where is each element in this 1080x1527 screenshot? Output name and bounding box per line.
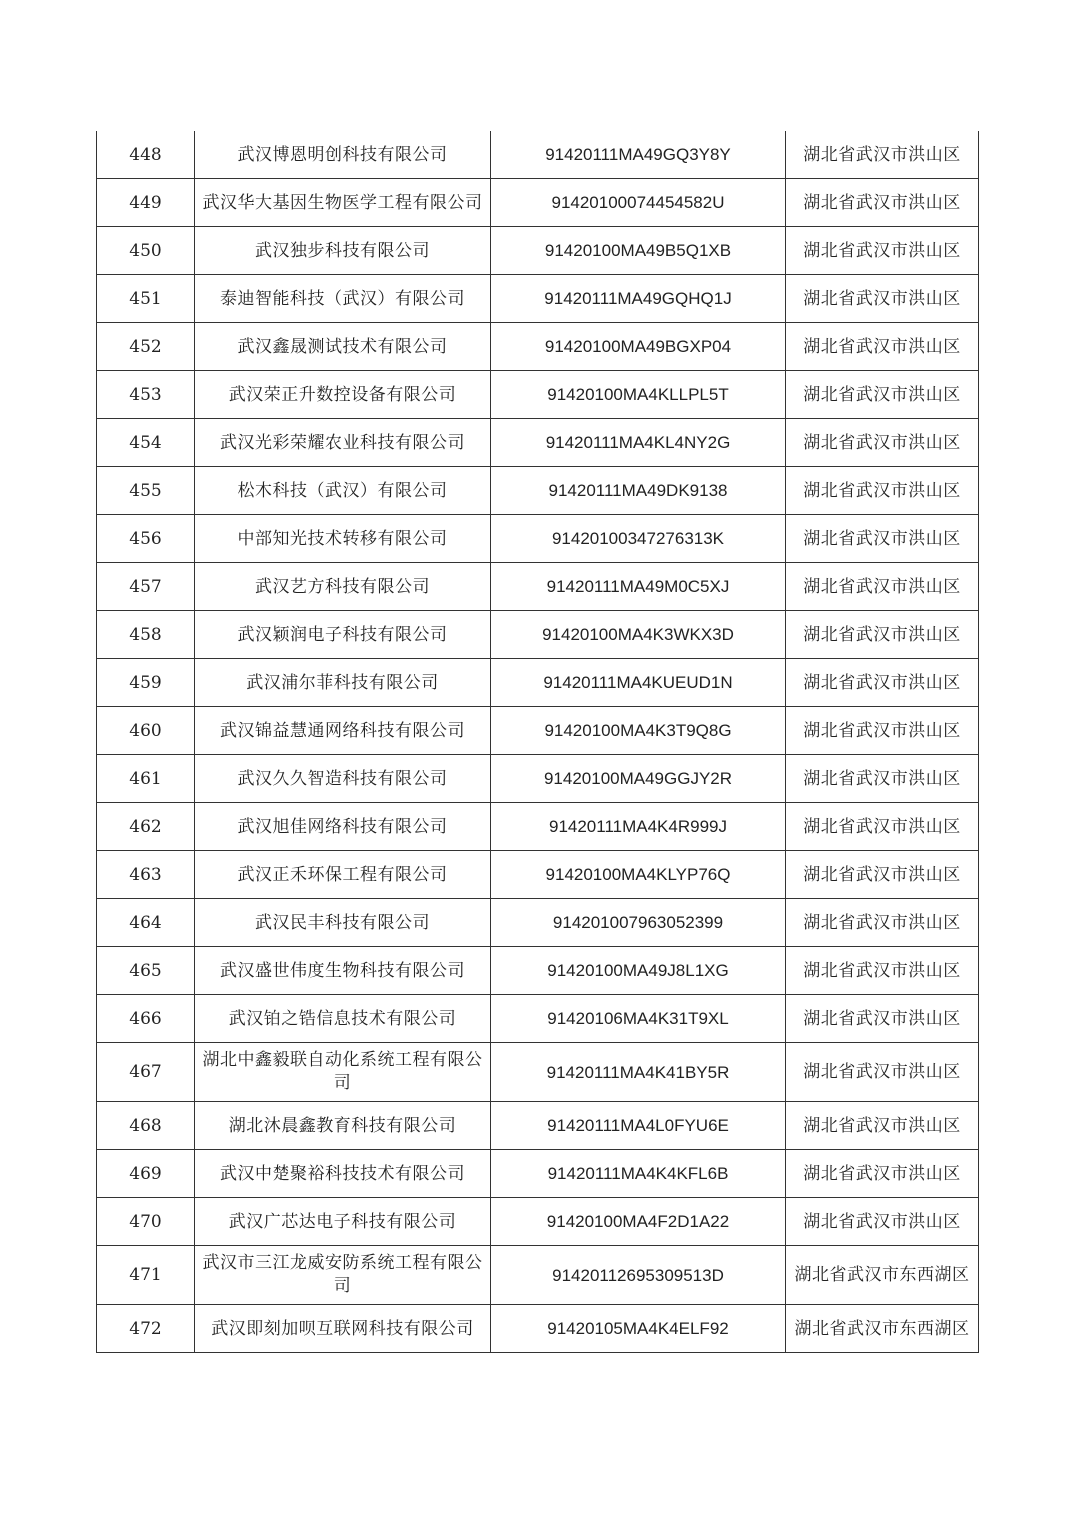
row-number: 454 [97,419,195,467]
credit-code: 91420111MA49DK9138 [491,467,786,515]
table-row [97,707,979,755]
company-table [96,131,979,1353]
company-name: 武汉鑫晟测试技术有限公司 [195,323,491,371]
company-name: 武汉即刻加呗互联网科技有限公司 [195,1305,491,1353]
credit-code: 91420100MA49BGXP04 [491,323,786,371]
region: 湖北省武汉市洪山区 [786,275,979,323]
table-row [97,1150,979,1198]
row-number: 457 [97,563,195,611]
credit-code: 91420105MA4K4ELF92 [491,1305,786,1353]
credit-code: 91420100MA49J8L1XG [491,947,786,995]
company-name: 湖北中鑫毅联自动化系统工程有限公司 [195,1043,491,1102]
table-row [97,899,979,947]
region: 湖北省武汉市洪山区 [786,947,979,995]
table-row [97,851,979,899]
company-name: 武汉光彩荣耀农业科技有限公司 [195,419,491,467]
region: 湖北省武汉市洪山区 [786,1043,979,1102]
region: 湖北省武汉市洪山区 [786,899,979,947]
region: 湖北省武汉市洪山区 [786,611,979,659]
table-row [97,1246,979,1305]
company-name: 武汉广芯达电子科技有限公司 [195,1198,491,1246]
company-name: 武汉久久智造科技有限公司 [195,755,491,803]
row-number: 449 [97,179,195,227]
credit-code: 91420100347276313K [491,515,786,563]
credit-code: 91420100MA49GGJY2R [491,755,786,803]
company-name: 武汉盛世伟度生物科技有限公司 [195,947,491,995]
company-name: 武汉旭佳网络科技有限公司 [195,803,491,851]
credit-code: 91420111MA4KL4NY2G [491,419,786,467]
company-name: 武汉独步科技有限公司 [195,227,491,275]
credit-code: 91420100MA4F2D1A22 [491,1198,786,1246]
region: 湖北省武汉市洪山区 [786,467,979,515]
company-name: 湖北沐晨鑫教育科技有限公司 [195,1102,491,1150]
row-number: 450 [97,227,195,275]
credit-code: 91420112695309513D [491,1246,786,1305]
credit-code: 91420111MA49M0C5XJ [491,563,786,611]
region: 湖北省武汉市洪山区 [786,419,979,467]
table-row [97,1198,979,1246]
region: 湖北省武汉市东西湖区 [786,1305,979,1353]
company-name: 武汉铂之锆信息技术有限公司 [195,995,491,1043]
row-number: 462 [97,803,195,851]
row-number: 461 [97,755,195,803]
row-number: 451 [97,275,195,323]
company-name: 武汉市三江龙威安防系统工程有限公司 [195,1246,491,1305]
company-name: 武汉民丰科技有限公司 [195,899,491,947]
region: 湖北省武汉市洪山区 [786,1150,979,1198]
table-row [97,515,979,563]
region: 湖北省武汉市洪山区 [786,995,979,1043]
credit-code: 91420100074454582U [491,179,786,227]
table-row [97,611,979,659]
table-row [97,563,979,611]
region: 湖北省武汉市洪山区 [786,1198,979,1246]
table-row [97,131,979,179]
credit-code: 91420111MA4K4R999J [491,803,786,851]
region: 湖北省武汉市洪山区 [786,803,979,851]
table-row [97,995,979,1043]
row-number: 464 [97,899,195,947]
row-number: 455 [97,467,195,515]
row-number: 468 [97,1102,195,1150]
table-row [97,467,979,515]
table-row [97,275,979,323]
credit-code: 91420111MA4L0FYU6E [491,1102,786,1150]
company-table-body [97,131,979,1353]
row-number: 458 [97,611,195,659]
company-name: 武汉艺方科技有限公司 [195,563,491,611]
row-number: 463 [97,851,195,899]
region: 湖北省武汉市洪山区 [786,227,979,275]
credit-code: 91420111MA4K41BY5R [491,1043,786,1102]
row-number: 472 [97,1305,195,1353]
table-row [97,227,979,275]
row-number: 469 [97,1150,195,1198]
credit-code: 91420100MA49B5Q1XB [491,227,786,275]
company-name: 武汉锦益慧通网络科技有限公司 [195,707,491,755]
row-number: 470 [97,1198,195,1246]
company-name: 松木科技（武汉）有限公司 [195,467,491,515]
region: 湖北省武汉市洪山区 [786,131,979,179]
company-name: 泰迪智能科技（武汉）有限公司 [195,275,491,323]
row-number: 467 [97,1043,195,1102]
company-name: 武汉颖润电子科技有限公司 [195,611,491,659]
row-number: 471 [97,1246,195,1305]
company-name: 武汉荣正升数控设备有限公司 [195,371,491,419]
company-name: 武汉华大基因生物医学工程有限公司 [195,179,491,227]
credit-code: 91420100MA4KLYP76Q [491,851,786,899]
row-number: 465 [97,947,195,995]
row-number: 460 [97,707,195,755]
company-name: 中部知光技术转移有限公司 [195,515,491,563]
region: 湖北省武汉市洪山区 [786,515,979,563]
region: 湖北省武汉市洪山区 [786,371,979,419]
table-row [97,179,979,227]
table-row [97,947,979,995]
table-row [97,1305,979,1353]
region: 湖北省武汉市洪山区 [786,659,979,707]
credit-code: 91420100MA4KLLPL5T [491,371,786,419]
company-name: 武汉浦尔菲科技有限公司 [195,659,491,707]
credit-code: 91420100MA4K3WKX3D [491,611,786,659]
table-row [97,1043,979,1102]
credit-code: 91420111MA49GQ3Y8Y [491,131,786,179]
region: 湖北省武汉市洪山区 [786,323,979,371]
region: 湖北省武汉市洪山区 [786,707,979,755]
row-number: 452 [97,323,195,371]
region: 湖北省武汉市洪山区 [786,1102,979,1150]
credit-code: 914201007963052399 [491,899,786,947]
region: 湖北省武汉市洪山区 [786,563,979,611]
region: 湖北省武汉市洪山区 [786,851,979,899]
row-number: 453 [97,371,195,419]
row-number: 466 [97,995,195,1043]
table-row [97,371,979,419]
company-name: 武汉博恩明创科技有限公司 [195,131,491,179]
region: 湖北省武汉市洪山区 [786,179,979,227]
table-row [97,755,979,803]
row-number: 448 [97,131,195,179]
table-row [97,659,979,707]
company-name: 武汉中楚聚裕科技技术有限公司 [195,1150,491,1198]
credit-code: 91420111MA4K4KFL6B [491,1150,786,1198]
credit-code: 91420111MA49GQHQ1J [491,275,786,323]
company-name: 武汉正禾环保工程有限公司 [195,851,491,899]
credit-code: 91420111MA4KUEUD1N [491,659,786,707]
region: 湖北省武汉市东西湖区 [786,1246,979,1305]
table-row [97,803,979,851]
credit-code: 91420106MA4K31T9XL [491,995,786,1043]
table-row [97,419,979,467]
row-number: 456 [97,515,195,563]
credit-code: 91420100MA4K3T9Q8G [491,707,786,755]
table-row [97,1102,979,1150]
region: 湖北省武汉市洪山区 [786,755,979,803]
table-row [97,323,979,371]
row-number: 459 [97,659,195,707]
